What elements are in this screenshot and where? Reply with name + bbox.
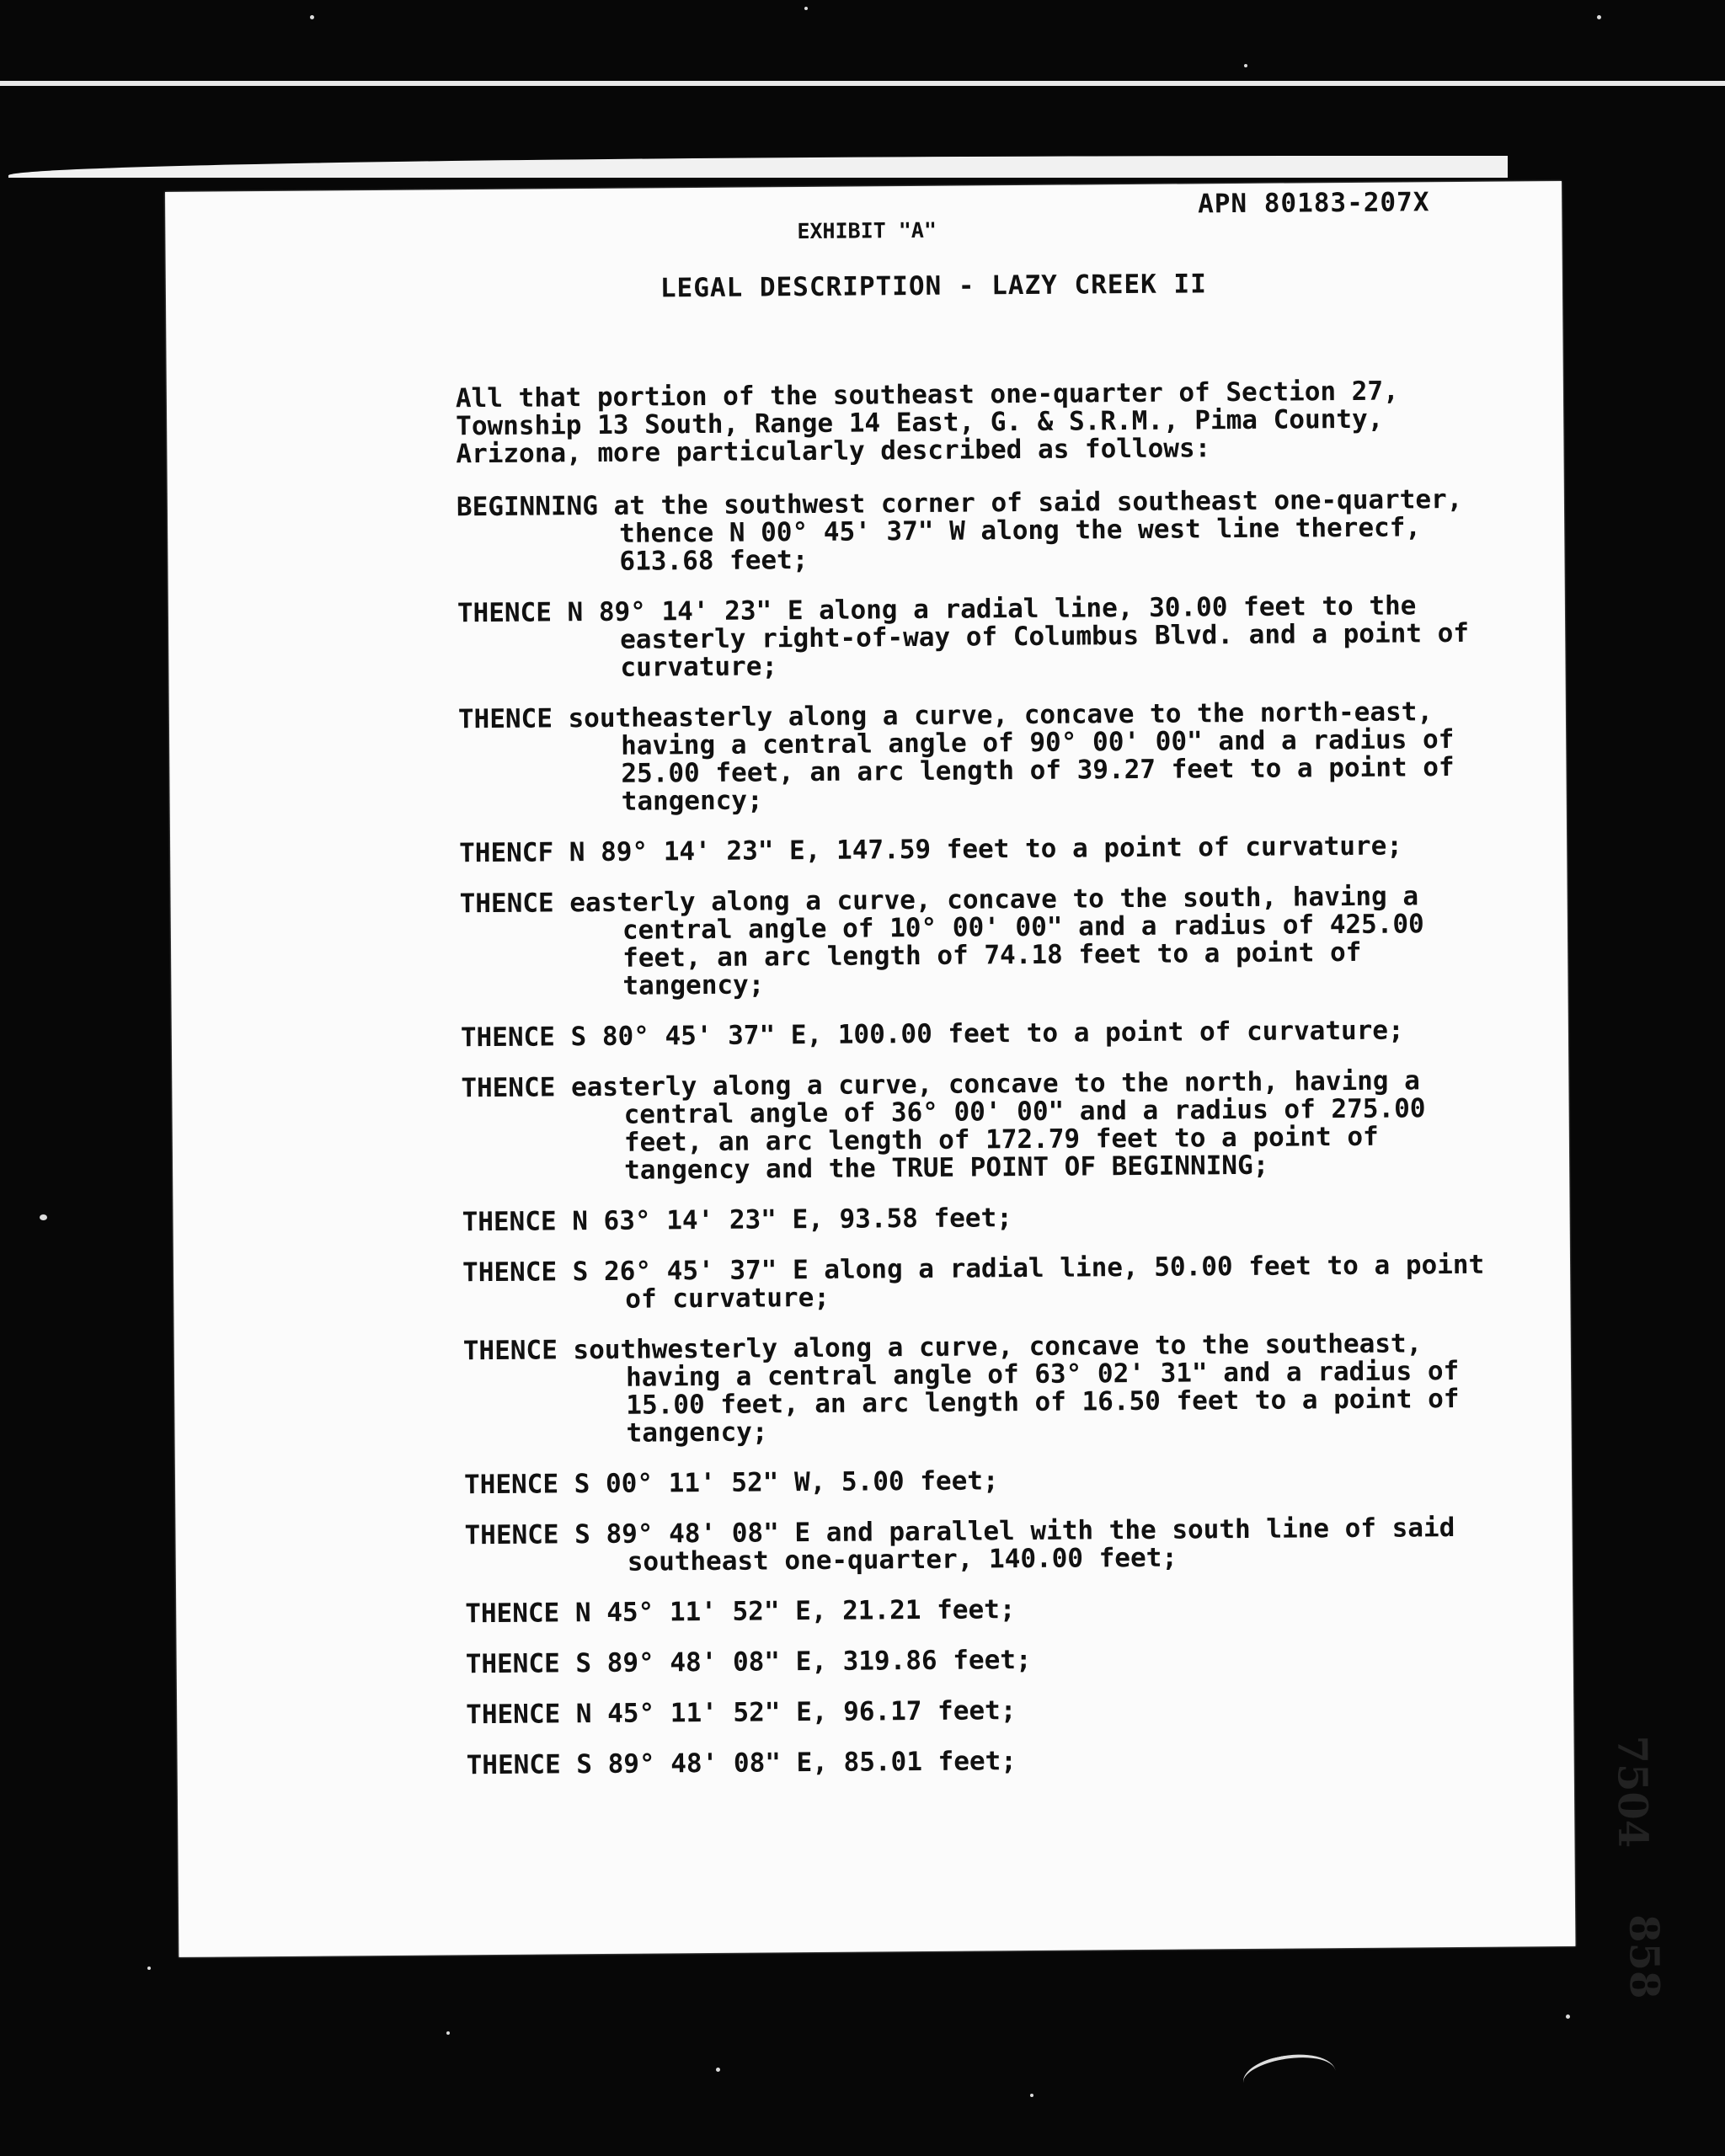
- course-paragraph: THENCE S 89° 48' 08" E, 319.86 feet;: [465, 1644, 1032, 1680]
- apn-number: APN 80183-207X: [1198, 187, 1430, 220]
- course-paragraph: THENCF N 89° 14' 23" E, 147.59 feet to a point of curvature;: [459, 830, 1403, 869]
- scan-speckle: [1566, 2015, 1570, 2019]
- course-paragraph: THENCE easterly along a curve, concave to the north, having a central angle of 36° 00' 00" and a radius of 275.00 feet, an arc length of 172.79 feet to a point of tangency and the TRUE POINT OF BEGINNING;: [461, 1065, 1426, 1186]
- course-paragraph: THENCE S 89° 48' 08" E and parallel with the south line of said southeast one-quarter, 140.00 feet;: [464, 1513, 1455, 1577]
- course-paragraph: THENCE S 00° 11' 52" W, 5.00 feet;: [463, 1465, 999, 1501]
- page-number: 858: [1620, 1913, 1669, 1999]
- scan-page-edge: [8, 156, 1508, 178]
- scan-speckle: [1244, 64, 1247, 67]
- scan-speckle: [804, 7, 808, 10]
- document-page: [165, 181, 1669, 1999]
- course-paragraph: THENCE N 63° 14' 23" E, 93.58 feet;: [462, 1203, 1012, 1238]
- course-paragraph: THENCE N 45° 11' 52" E, 96.17 feet;: [466, 1695, 1017, 1731]
- exhibit-label: EXHIBIT "A": [797, 217, 937, 244]
- course-paragraph: THENCE N 89° 14' 23" E along a radial line, 30.00 feet to the easterly right-of-way of Columbus Blvd. and a point of curvature;: [457, 590, 1470, 683]
- scan-mark: [1240, 2046, 1339, 2108]
- intro-paragraph: All that portion of the southeast one-quarter of Section 27, Township 13 South, Range 14 East, G. & S.R.M., Pima County, Arizona, more particularly described as follows:: [455, 376, 1399, 470]
- course-paragraph: THENCE S 26° 45' 37" E along a radial line, 50.00 feet to a point of curvature;: [462, 1249, 1485, 1315]
- scan-border-line: [0, 81, 1725, 86]
- scan-speckle: [310, 15, 314, 19]
- course-paragraph: THENCE N 45° 11' 52" E, 21.21 feet;: [465, 1594, 1016, 1630]
- course-paragraph: THENCE southeasterly along a curve, concave to the north-east, having a central angle of 90° 00' 00" and a radius of 25.00 feet, an arc length of 39.27 feet to a point of tangency;: [457, 696, 1455, 817]
- scan-speckle: [147, 1967, 151, 1970]
- course-paragraph: THENCE southwesterly along a curve, concave to the southeast, having a central angle of 63° 02' 31" and a radius of 15.00 feet, an arc length of 16.50 feet to a point of tangency;: [462, 1328, 1460, 1449]
- scan-speckle: [1030, 2094, 1033, 2097]
- scan-speckle: [716, 2068, 720, 2072]
- scan-speckle: [446, 2031, 450, 2035]
- recording-number: 7504: [1608, 1735, 1657, 1849]
- course-paragraph: THENCE S 89° 48' 08" E, 85.01 feet;: [466, 1746, 1017, 1781]
- course-paragraph: THENCE easterly along a curve, concave to the south, having a central angle of 10° 00' 00" and a radius of 425.00 feet, an arc length of 74.18 feet to a point of tangency;: [459, 881, 1424, 1001]
- legal-description-body: [456, 376, 1519, 1802]
- scan-speckle: [1597, 15, 1601, 19]
- course-paragraph: BEGINNING at the southwest corner of said southeast one-quarter, thence N 00° 45' 37" W along the west line therecf, 613.68 feet;: [456, 483, 1463, 577]
- document-title: LEGAL DESCRIPTION - LAZY CREEK II: [660, 269, 1207, 304]
- scan-speckle: [40, 1214, 47, 1220]
- course-paragraph: THENCE S 80° 45' 37" E, 100.00 feet to a point of curvature;: [460, 1015, 1404, 1054]
